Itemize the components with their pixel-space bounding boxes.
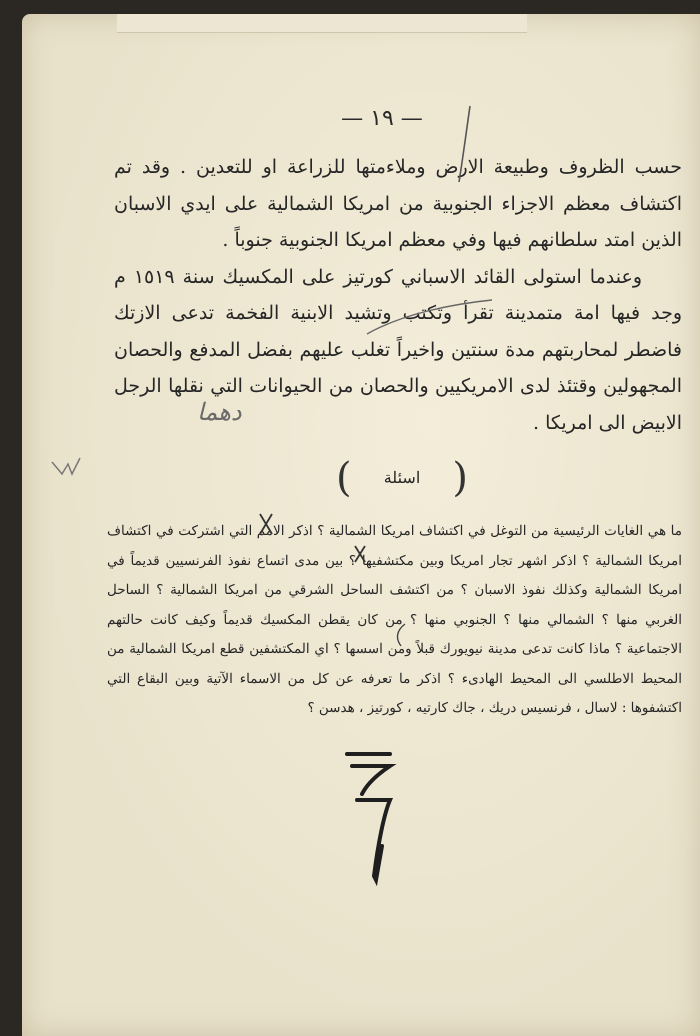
handwritten-note: دهما [197, 398, 242, 426]
pencil-annotations [22, 14, 700, 1036]
bracket-left-icon: ) [336, 455, 352, 501]
pencil-swoosh-paragraph [367, 300, 492, 334]
pencil-x-mark-1 [260, 514, 272, 534]
page-number: — ١٩ — [341, 106, 423, 131]
bracket-right-icon: ( [452, 455, 468, 501]
pencil-check-mark [52, 458, 80, 474]
pencil-bracket-mark [398, 624, 405, 646]
paragraph-1: حسب الظروف وطبيعة الارض وملاءمتها للزراعة او للتعدين . وقد تم اكتشاف معظم الاجزاء الجنوبية من امريكا الشمالية على ايدي الاسبان الذين امتد سلطانهم فيها وفي معظم امريكا الجنوبية جنوباً . [114, 156, 682, 251]
pencil-stroke-top [459, 106, 470, 182]
pencil-x-mark-2 [355, 546, 365, 562]
paragraph-2: وعندما استولى القائد الاسباني كورتيز على المكسيك سنة ١٥١٩ م وجد فيها امة متمدينة تقرأ وتكتب وتشيد الابنية الفخمة تدعى الازتك فاضطر لمحاربتهم مدة سنتين واخيراً تغلب عليهم بفضل المدفع والحصان المجهولين وقتئذ لدى الامريكيين والحصان من الحيوانات التي نقلها الرجل الابيض الى امريكا . [114, 265, 682, 434]
document-page [22, 14, 700, 1036]
ink-flourish-end-mark [347, 754, 390, 880]
questions-title-text: اسئلة [383, 468, 421, 487]
questions-paragraph: ما هي الغايات الرئيسية من التوغل في اكتشاف امريكا الشمالية ؟ اذكر الامم التي اشتركت في اكتشاف امريكا الشمالية ؟ اذكر اشهر تجار امريكا وبين مكتشفيها ؟ بين مدى اتساع نفوذ الفرنسيين قديماً في امريكا الشمالية وكذلك نفوذ الاسبان ؟ من اكتشف الساحل الشرقي من امريكا الشمالية ؟ الساحل الغربي منها ؟ الشمالي منها ؟ الجنوبي منها ؟ من كان يقطن المكسيك قديماً وكيف كانت حالتهم الاجتماعية ؟ ماذا كانت تدعى مدينة نيويورك قبلاً ومن اسسها ؟ اي المكتشفين قطع امريكا الشمالية من المحيط الاطلسي الى المحيط الهادىء ؟ اذكر ما تعرفه عن كل من الاسماء الآتية وبين البقاع التي اكتشفوها : لاسال ، فرنسيس دريك ، جاك كارتيه ، كورتيز ، هدسن ؟ [107, 523, 682, 716]
